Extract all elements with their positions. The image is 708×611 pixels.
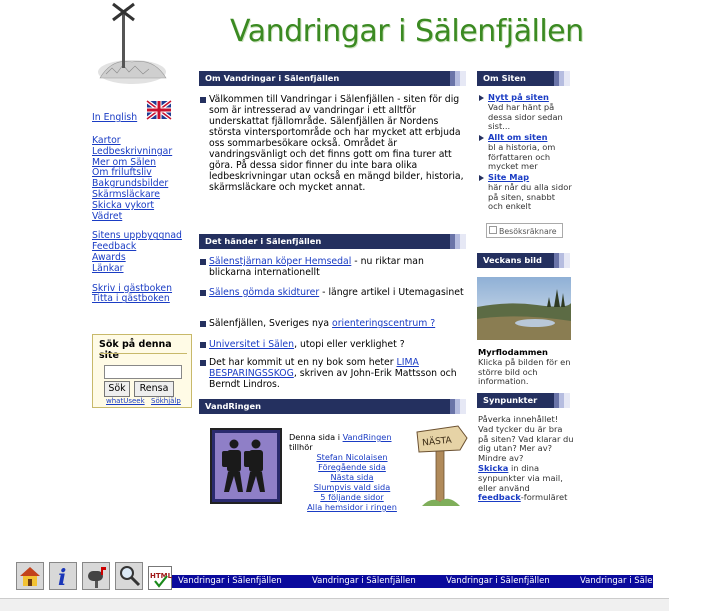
hikers-icon[interactable] [210, 428, 282, 504]
nav-group-site [92, 231, 192, 274]
nav-link-bakgrundsbilder[interactable]: Bakgrundsbilder [92, 178, 169, 190]
bullet-icon [200, 360, 206, 366]
ring-navigation: Denna sida i VandRingen tillhör Stefan Nicolaisen Föregående sida Nästa sida Slumpvis vald sida 5 följande sidor Alla hemsidor i ringen [287, 432, 417, 512]
scrolling-ticker [172, 575, 684, 588]
arrow-icon [479, 175, 484, 181]
sign-text: NÄSTA [421, 435, 453, 449]
nav-link-vadret[interactable]: Vädret [92, 210, 123, 222]
news-item: Sälenfjällen, Sveriges nya orienteringscentrum ? [199, 318, 467, 339]
news-link-hemsedal[interactable]: Sälenstjärnan köper Hemsedal [209, 256, 352, 267]
bullet-icon [200, 290, 206, 296]
nav-link-skarmslackare[interactable]: Skärmsläckare [92, 188, 161, 200]
home-icon[interactable] [16, 562, 44, 590]
photo-title: Myrflodammen [478, 347, 548, 357]
nav-link-kartor[interactable]: Kartor [92, 135, 121, 146]
clear-button[interactable]: Rensa [134, 381, 174, 397]
news-list [199, 256, 467, 397]
news-item: Sälens gömda skidturer - längre artikel i Utemagasinet [199, 287, 467, 318]
site-map-link[interactable]: Site Map [488, 172, 530, 182]
nav-link-awards[interactable]: Awards [92, 251, 126, 263]
ticker-text: Vandringar i Sälenfjällen [178, 576, 282, 586]
search-button[interactable]: Sök [104, 381, 130, 397]
bullet-icon [200, 259, 206, 265]
intro-text: Välkommen till Vandringar i Sälenfjällen - siten för dig som är intresserad av vandringar i ett alltför underskattat fjällområde. Sälenfjällen är Nordens största vintersportområde och har mycket att erbjuda oss sommarbesökare också. Området är vandringsvänligt och det finns gott om fina turer att göra. På dessa sidor finner du inte bara olika ledbeskrivningar utan också en mängd bilder, historia, skärmsläckare och mycket annat. [209, 94, 464, 193]
section-header-om-siten: Om Siten [477, 71, 570, 86]
nav-link-mer-om-salen[interactable]: Mer om Sälen [92, 156, 157, 168]
info-icon[interactable] [49, 562, 77, 590]
visitor-counter: Besöksräknare [486, 223, 563, 238]
nav-group-main [92, 136, 192, 222]
nav-link-feedback[interactable]: Feedback [92, 241, 137, 253]
ticker-text: Vandringar i Sälenfjällen [580, 576, 684, 586]
whatuseek-link[interactable]: whatUseek [106, 397, 145, 405]
news-link-orienteringscentrum[interactable]: orienteringscentrum ? [332, 318, 436, 329]
ring-link-previous[interactable]: Föregående sida [318, 462, 386, 472]
left-navigation [92, 92, 192, 314]
nav-link-titta-gastbok[interactable]: Titta i gästboken [92, 293, 170, 305]
ring-link-random[interactable]: Slumpvis vald sida [313, 482, 391, 492]
mailbox-icon[interactable] [82, 562, 110, 590]
feedback-form-link[interactable]: feedback [478, 492, 521, 503]
news-link-universitet[interactable]: Universitet i Sälen [209, 339, 295, 350]
section-header-veckans-bild: Veckans bild [477, 253, 570, 268]
nav-link-skriv-gastbok[interactable]: Skriv i gästboken [92, 282, 173, 294]
bullet-icon [200, 97, 206, 103]
photo-of-the-week[interactable] [477, 277, 571, 340]
ring-link-next-five[interactable]: 5 följande sidor [320, 492, 384, 502]
nav-link-ledbeskrivningar[interactable]: Ledbeskrivningar [92, 145, 173, 157]
svg-text:i: i [58, 565, 67, 591]
nav-link-om-friluftsliv[interactable]: Om friluftsliv [92, 167, 152, 179]
section-header-vandringen: VandRingen [199, 399, 466, 414]
skicka-link[interactable]: Skicka [478, 462, 509, 473]
search-title: Sök på denna site [99, 339, 172, 361]
photo-caption: Klicka på bilden för en större bild och information. [478, 356, 571, 387]
arrow-icon [479, 135, 484, 141]
news-item: Det har kommit ut en ny bok som heter LIMA BESPARINGSSKOG, skriven av John-Erik Mattsson och Berndt Lindros. [199, 357, 467, 397]
html-icon[interactable] [148, 566, 172, 590]
search-help-link[interactable]: Sökhjälp [151, 397, 181, 405]
section-header-news: Det händer i Sälenfjällen [199, 234, 466, 249]
news-item: Sälenstjärnan köper Hemsedal - nu riktar man blickarna internationellt [199, 256, 467, 287]
ring-link-next[interactable]: Nästa sida [330, 472, 374, 482]
nav-link-lankar[interactable]: Länkar [92, 262, 124, 274]
search-input[interactable] [104, 365, 182, 379]
section-header-om-vandringar: Om Vandringar i Sälenfjällen [199, 71, 466, 86]
news-link-skidturer[interactable]: Sälens gömda skidturer [209, 287, 320, 298]
news-link-lima-besparingsskog[interactable]: LIMA BESPARINGSSKOG [209, 357, 419, 379]
bullet-icon [200, 321, 206, 327]
ring-link-owner[interactable]: Stefan Nicolaisen [316, 452, 388, 462]
ticker-text: Vandringar i Sälenfjällen [446, 576, 550, 586]
nav-link-skicka-vykort[interactable]: Skicka vykort [92, 199, 155, 211]
english-link[interactable]: In English [92, 112, 138, 123]
cairn-signpost-logo [92, 0, 172, 88]
ticker-text: Vandringar i Sälenfjällen [312, 576, 416, 586]
magnifier-icon[interactable] [115, 562, 143, 590]
nav-group-guestbook [92, 284, 192, 306]
status-strip [0, 598, 669, 611]
broken-image-icon [489, 226, 497, 234]
bullet-icon [200, 342, 206, 348]
signpost-icon[interactable] [414, 420, 470, 512]
news-item: Universitet i Sälen, utopi eller verklighet ? [199, 339, 467, 357]
site-search-box [92, 334, 192, 408]
allt-om-siten-link[interactable]: Allt om siten [488, 132, 548, 142]
vandringen-link[interactable]: VandRingen [342, 432, 392, 442]
ring-link-all[interactable]: Alla hemsidor i ringen [307, 502, 397, 512]
arrow-icon [479, 95, 484, 101]
feedback-text: Påverka innehållet! Vad tycker du är bra på siten? Vad klarar du dig utan? Mer av? Mindre av? Skicka in dina synpunkter via mail, eller använd feedback-formuläret [478, 414, 574, 503]
section-header-synpunkter: Synpunkter [477, 393, 570, 408]
svg-text:HTML: HTML [150, 572, 173, 580]
nav-link-sitens-uppbyggnad[interactable]: Sitens uppbyggnad [92, 230, 182, 242]
uk-flag-icon[interactable] [147, 101, 171, 119]
nytt-pa-siten-link[interactable]: Nytt på siten [488, 92, 549, 102]
page-title: Vandringar i Sälenfjällen [230, 14, 584, 49]
